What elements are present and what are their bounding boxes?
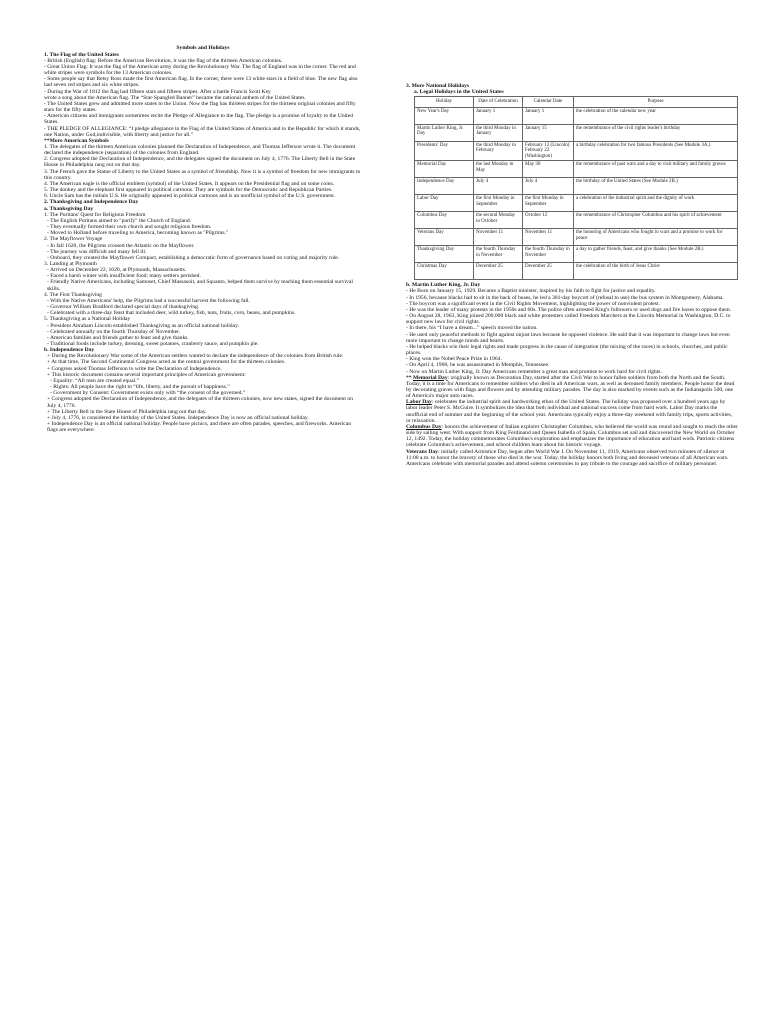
independence-line: - Rights: All people have the right to “life, liberty, and the pursuit of happiness.”	[50, 384, 230, 391]
memorial-label: Memorial Day	[413, 374, 448, 381]
table-cell: the remembrance of past wars and a day to visit military and family graves	[574, 161, 738, 178]
independence-line: + Congress adopted the Declaration of Independence, and the delegates of the thirteen colonies, now new states, signed the document on July 4, 1776.	[47, 396, 353, 409]
mlk-line: - The boycott was a significant event in the Civil Rights Movement, highlighting the power of nonviolent protest.	[406, 300, 660, 307]
symbol-item: 6. Uncle Sam has the initials U.S. He originally appeared in political cartoons and is an unofficial symbol of the U.S. government.	[44, 193, 336, 200]
thanksgiving-section	[44, 212, 362, 347]
memorial-text: : originally known as Decoration Day, started after the Civil War to honor fallen soldiers from both the North and the South. Today, it is a time for Americans to remember soldiers who died in all American wars, as well as deceased family members. People honor the dead by decorating graves with flags and flowers and by attending military parades. The day is also marked by events such as the Indianapolis 500, one of America's major auto races.	[406, 374, 735, 400]
more-symbols-heading: **More American Symbols	[44, 137, 109, 144]
mlk-heading: b. Martin Luther King, Jr. Day	[406, 282, 481, 289]
flag-section	[44, 58, 362, 138]
table-cell: New Year's Day	[415, 107, 474, 124]
table-cell: a celebration of the industrial spirit and the dignity of work	[574, 195, 738, 212]
table-header: Date of Celebration	[474, 97, 523, 108]
mlk-line: - In there, his “I have a dream...” speech moved the nation.	[406, 325, 538, 332]
independence-line: + At that time, The Second Continental Congress acted as the central government for the thirteen colonies.	[47, 359, 286, 366]
veterans-label: Veterans Day	[406, 448, 438, 455]
table-row	[415, 178, 738, 195]
symbol-item: 4. The American eagle is the official emblem (symbol) of the United States. It appears on the Presidential flag and on some coins.	[44, 180, 335, 187]
thanksgiving-line: 2. The Mayflower Voyage	[44, 236, 103, 243]
section-flag-heading: 1. The Flag of the United States	[44, 51, 119, 58]
labor-paragraph	[406, 399, 738, 424]
table-cell: July 4	[474, 178, 523, 195]
table-cell: December 25	[474, 263, 523, 280]
section-national-holidays-heading: 3. More National Holidays	[406, 83, 469, 89]
flag-line: - During the War of 1812 the flag had fifteen stars and fifteen stripes. After a battle Francis Scott Key	[44, 88, 271, 95]
flag-line: - Great Union Flag: It was the flag of the American army during the Revolutionary War. The flag of England was in the corner. The red and white stripes were symbols for the 13 American colonies.	[44, 63, 356, 77]
thanksgiving-line: 3. Landing at Plymouth	[44, 260, 97, 267]
document-title: Symbols and Holidays	[176, 45, 230, 51]
mlk-line: - Now on Martin Luther King, Jr. Day Americans remember a great man and promise to work hard for civil rights.	[406, 368, 662, 375]
thanksgiving-line: 5. Thanksgiving as a National Holiday	[44, 316, 131, 323]
independence-line: - Equality: “All men are created equal.”	[50, 377, 139, 384]
columbus-text: : honors the achievement of Italian explorer Christopher Columbus, who believed the world was round and sought to reach the other side by sailing west. With support from King Ferdinand and Queen Isabella of Spain, Columbus set sail and discovered the New World on October 12, 1492. Today, the holiday commemorates Columbus's exploration and emphasizes the importance of education and hard work. Patriotic citizens celebrate Columbus's achievement, and school children learn about his historic voyage.	[406, 423, 738, 449]
independence-line: - Government by Consent: Government exists only with “the consent of the governed.”	[50, 390, 246, 397]
independence-line: + This historic document contains several important principles of American government:	[47, 371, 246, 378]
veterans-text: : initially called Armistice Day, began after World War I. On November 11, 1919, Americans observed two minutes of silence at 11:00 a.m. to honor the bravery of those who died in the war. Today, the holiday honors both living and deceased veterans of all American wars. Americans celebrate with memorial parades and attend solemn ceremonies to pay tribute to the courage and sacrifice of military personnel.	[406, 448, 729, 467]
table-row	[415, 212, 738, 229]
table-cell: Independence Day	[415, 178, 474, 195]
table-row	[415, 246, 738, 263]
thanksgiving-line: - Traditional foods include turkey, dressing, sweet potatoes, cranberry sauce, and pumpkin pie.	[47, 341, 259, 347]
table-cell: January 1	[523, 107, 574, 124]
mlk-section	[406, 288, 738, 374]
thanksgiving-line: - The English Puritans aimed to "purify" the Church of England.	[47, 217, 192, 224]
table-cell: a birthday celebration for two famous Presidents (See Module 3A.)	[574, 141, 738, 161]
thanksgiving-line: - Governor William Bradford declared special days of thanksgiving.	[47, 304, 200, 311]
thanksgiving-line: - President Abraham Lincoln established Thanksgiving as an official national holiday.	[47, 322, 239, 329]
thanksgiving-line: - Onboard, they created the Mayflower Compact, establishing a democratic form of governance based on voting and majority rule.	[47, 254, 340, 261]
more-symbols-section	[44, 144, 362, 199]
mlk-line: - He was the leader of many protests in the 1950s and 60s. The police often arrested King's followers or used dogs and fire hoses to oppose them.	[406, 306, 732, 313]
table-cell: the second Monday in October	[474, 212, 523, 229]
table-cell: the third Monday in February	[474, 141, 523, 161]
table-row	[415, 161, 738, 178]
table-cell: October 12	[523, 212, 574, 229]
independence-section	[44, 353, 362, 433]
flag-line: - The United States grew and admitted more states to the Union. Now the flag has thirteen stripes for the thirteen original colonies and fifty stars for the fifty states.	[44, 100, 356, 114]
table-cell: the birthday of the United States (See Module 2B.)	[574, 178, 738, 195]
mlk-line: - King won the Nobel Peace Prize in 1964.	[406, 356, 502, 363]
table-cell: November 11	[523, 229, 574, 246]
thanksgiving-line: - Arrived on December 22, 1620, at Plymouth, Massachusetts.	[47, 267, 187, 274]
symbol-item: 5. The donkey and the elephant first appeared in political cartoons. They are symbols for the Democratic and Republican Parties.	[44, 187, 333, 194]
thanksgiving-line: - In fall 1620, the Pilgrims crossed the Atlantic on the Mayflower.	[47, 242, 195, 249]
table-header: Purpose	[574, 97, 738, 108]
table-cell: January 15	[523, 124, 574, 141]
symbol-item: 1. The delegates of the thirteen American colonies planned the Declaration of Independence, and Thomas Jefferson wrote it. The document declared the independence (separation) of the colonies from England.	[44, 144, 356, 157]
flag-line: wrote a song about the American flag. The “Star-Spangled Banner” became the national anthem of the United States.	[44, 94, 306, 101]
table-cell: the fourth Thursday in November	[474, 246, 523, 263]
table-cell: December 25	[523, 263, 574, 280]
holidays-table	[414, 96, 738, 280]
table-cell: Martin Luther King, Jr. Day	[415, 124, 474, 141]
flag-line: - Some people say that Betsy Ross made the first American flag. In the corner, there were 13 white stars in a field of blue. The new flag also had seven red stripes and six white stripes.	[44, 76, 358, 89]
table-cell: the honoring of Americans who fought in wars and a promise to work for peace	[574, 229, 738, 246]
table-header-row	[415, 97, 738, 108]
table-cell: the third Monday in January	[474, 124, 523, 141]
mlk-line: - He helped blacks win their legal rights and made progress in the cause of integration (the mixing of the races) in schools, churches, and public places.	[406, 343, 728, 357]
table-cell: a day to gather friends, feast, and give thanks (See Module 2B.)	[574, 246, 738, 263]
table-cell: Christmas Day	[415, 263, 474, 280]
table-cell: the celebration of the calendar new year	[574, 107, 738, 124]
table-row	[415, 124, 738, 141]
table-cell: February 12 (Lincoln) February 22 (Washington)	[523, 141, 574, 161]
thanksgiving-line: - Celebrated annually on the fourth Thursday of November.	[47, 328, 181, 335]
flag-line: - THE PLEDGE OF ALLEGIANCE: “I pledge allegiance to the Flag of the United States of America and to the Republic for which it stands, one Nation, under God,indivisible, with liberty and justice for all.”	[44, 125, 361, 138]
mlk-line: - On August 28, 1963, King joined 200,000 black and white protesters called Freedom Marchers at the Lincoln Memorial in Washington, D.C. to support new laws for civil rights.	[406, 313, 731, 326]
table-cell: Columbus Day	[415, 212, 474, 229]
labor-label: Labor Day	[406, 399, 432, 406]
thanksgiving-line: - American families and friends gather to feast and give thanks.	[47, 334, 189, 341]
flag-line: - American citizens and immigrants sometimes recite the Pledge of Allegiance to the flag. The pledge is a promise of loyalty to the United States.	[44, 113, 354, 126]
table-cell: the first Monday in September	[474, 195, 523, 212]
memorial-prefix: **	[406, 374, 413, 381]
table-cell: Labor Day	[415, 195, 474, 212]
thanksgiving-line: - The journey was difficult and many fell ill.	[47, 248, 147, 255]
legal-holidays-heading: a. Legal Holidays in the United States	[414, 89, 504, 96]
memorial-paragraph	[406, 375, 738, 400]
table-cell: Thanksgiving Day	[415, 246, 474, 263]
table-header: Holiday	[415, 97, 474, 108]
symbol-item: 3. The French gave the Statue of Liberty to the United States as a symbol of friendship. Now it is a symbol of freedom for new immigrants to this country.	[44, 168, 361, 181]
table-row	[415, 141, 738, 161]
thanksgiving-line: 4. The First Thanksgiving	[44, 291, 102, 298]
independence-day-heading: b. Independence Day	[44, 347, 95, 354]
right-column	[406, 83, 738, 467]
table-cell: July 4	[523, 178, 574, 195]
table-cell: November 11	[474, 229, 523, 246]
table-row	[415, 107, 738, 124]
table-cell: Memorial Day	[415, 161, 474, 178]
table-row	[415, 229, 738, 246]
flag-line: - British (English) flag: Before the American Revolution, it was the flag of the thirteen American colonies.	[44, 57, 283, 64]
independence-line: + Congress asked Thomas Jefferson to write the Declaration of Independence.	[47, 365, 222, 372]
independence-line: + Independence Day is an official national holiday. People have picnics, and there are often parades, speeches, and fireworks. American flags are everywhere.	[47, 421, 352, 434]
thanksgiving-day-heading: a. Thanksgiving Day	[44, 205, 94, 212]
table-row	[415, 195, 738, 212]
thanksgiving-line: - Friendly Native Americans, including Samoset, Chief Massasoit, and Squanto, helped them survive by teaching them essential survival skills.	[47, 279, 353, 292]
table-cell: Presidents' Day	[415, 141, 474, 161]
table-cell: January 1	[474, 107, 523, 124]
labor-text: : celebrates the industrial spirit and hardworking ethos of the United States. The holiday was proposed over a hundred years ago by labor leader Peter S. McGuire. It symbolizes the idea that both individual and national success come from hard work. Labor Day marks the unofficial end of summer and the beginning of the school year. Americans typically enjoy a three-day weekend with family trips, sports activities, or relaxation.	[406, 399, 733, 424]
table-cell: the first Monday in September	[523, 195, 574, 212]
mlk-line: - On April 4, 1968, he was assassinated in Memphis, Tennessee.	[406, 362, 550, 369]
table-row	[415, 263, 738, 280]
columbus-label: Columbus Day	[406, 423, 442, 430]
table-cell: the last Monday in May	[474, 161, 523, 178]
independence-line: + During the Revolutionary War some of the American settlers wanted to declare the independence of the colonies from British rule.	[47, 353, 344, 360]
thanksgiving-line: - Moved to Holland before traveling to America, becoming known as "Pilgrims."	[47, 230, 229, 237]
independence-line: + July 4, 1776, is considered the birthday of the United States. Independence Day is now an official national holiday.	[47, 414, 309, 421]
table-cell: the celebration of the birth of Jesus Christ	[574, 263, 738, 280]
left-column	[44, 45, 362, 433]
table-header: Calendar Date	[523, 97, 574, 108]
section-thanksgiving-heading: 2. Thanksgiving and Independence Day	[44, 199, 139, 206]
table-cell: the remembrance of Christopher Columbus and his spirit of achievement	[574, 212, 738, 229]
table-cell: the remembrance of the civil rights leader's birthday	[574, 124, 738, 141]
symbol-item: 2. Congress adopted the Declaration of Independence, and the delegates signed the document on July 4, 1776. The Liberty Bell in the State House in Philadelphia rang out on that day.	[44, 156, 356, 169]
table-cell: May 30	[523, 161, 574, 178]
thanksgiving-line: - Faced a harsh winter with insufficient food; many settlers perished.	[47, 273, 201, 280]
independence-line: + The Liberty Bell in the State House of Philadelphia rang out that day.	[47, 408, 207, 415]
thanksgiving-line: 1. The Puritans' Quest for Religious Freedom	[44, 211, 146, 218]
table-cell: Veterans Day	[415, 229, 474, 246]
mlk-line: - In 1956, because blacks had to sit in the back of buses, he led a 381-day boycott of (refusal to use) the bus system in Montgomery, Alabama.	[406, 294, 724, 301]
veterans-paragraph	[406, 449, 738, 467]
mlk-line: - He used only peaceful methods to fight against unjust laws because he opposed violence. He said that it was important to change laws but even more important to change minds and hearts.	[406, 331, 730, 344]
thanksgiving-line: - They eventually formed their own church and sought religious freedom.	[47, 224, 212, 231]
columbus-paragraph	[406, 424, 738, 449]
mlk-line: - He Born on January 15, 1929. Became a Baptist minister, inspired by his faith to fight for justice and equality.	[406, 288, 656, 295]
table-body	[415, 107, 738, 280]
thanksgiving-line: - Celebrated with a three-day feast that included deer, wild turkey, fish, nuts, fruits, corn, beans, and pumpkins.	[47, 310, 296, 317]
thanksgiving-line: - With the Native Americans' help, the Pilgrims had a successful harvest the following fall.	[47, 297, 250, 304]
table-cell: the fourth Thursday in November	[523, 246, 574, 263]
